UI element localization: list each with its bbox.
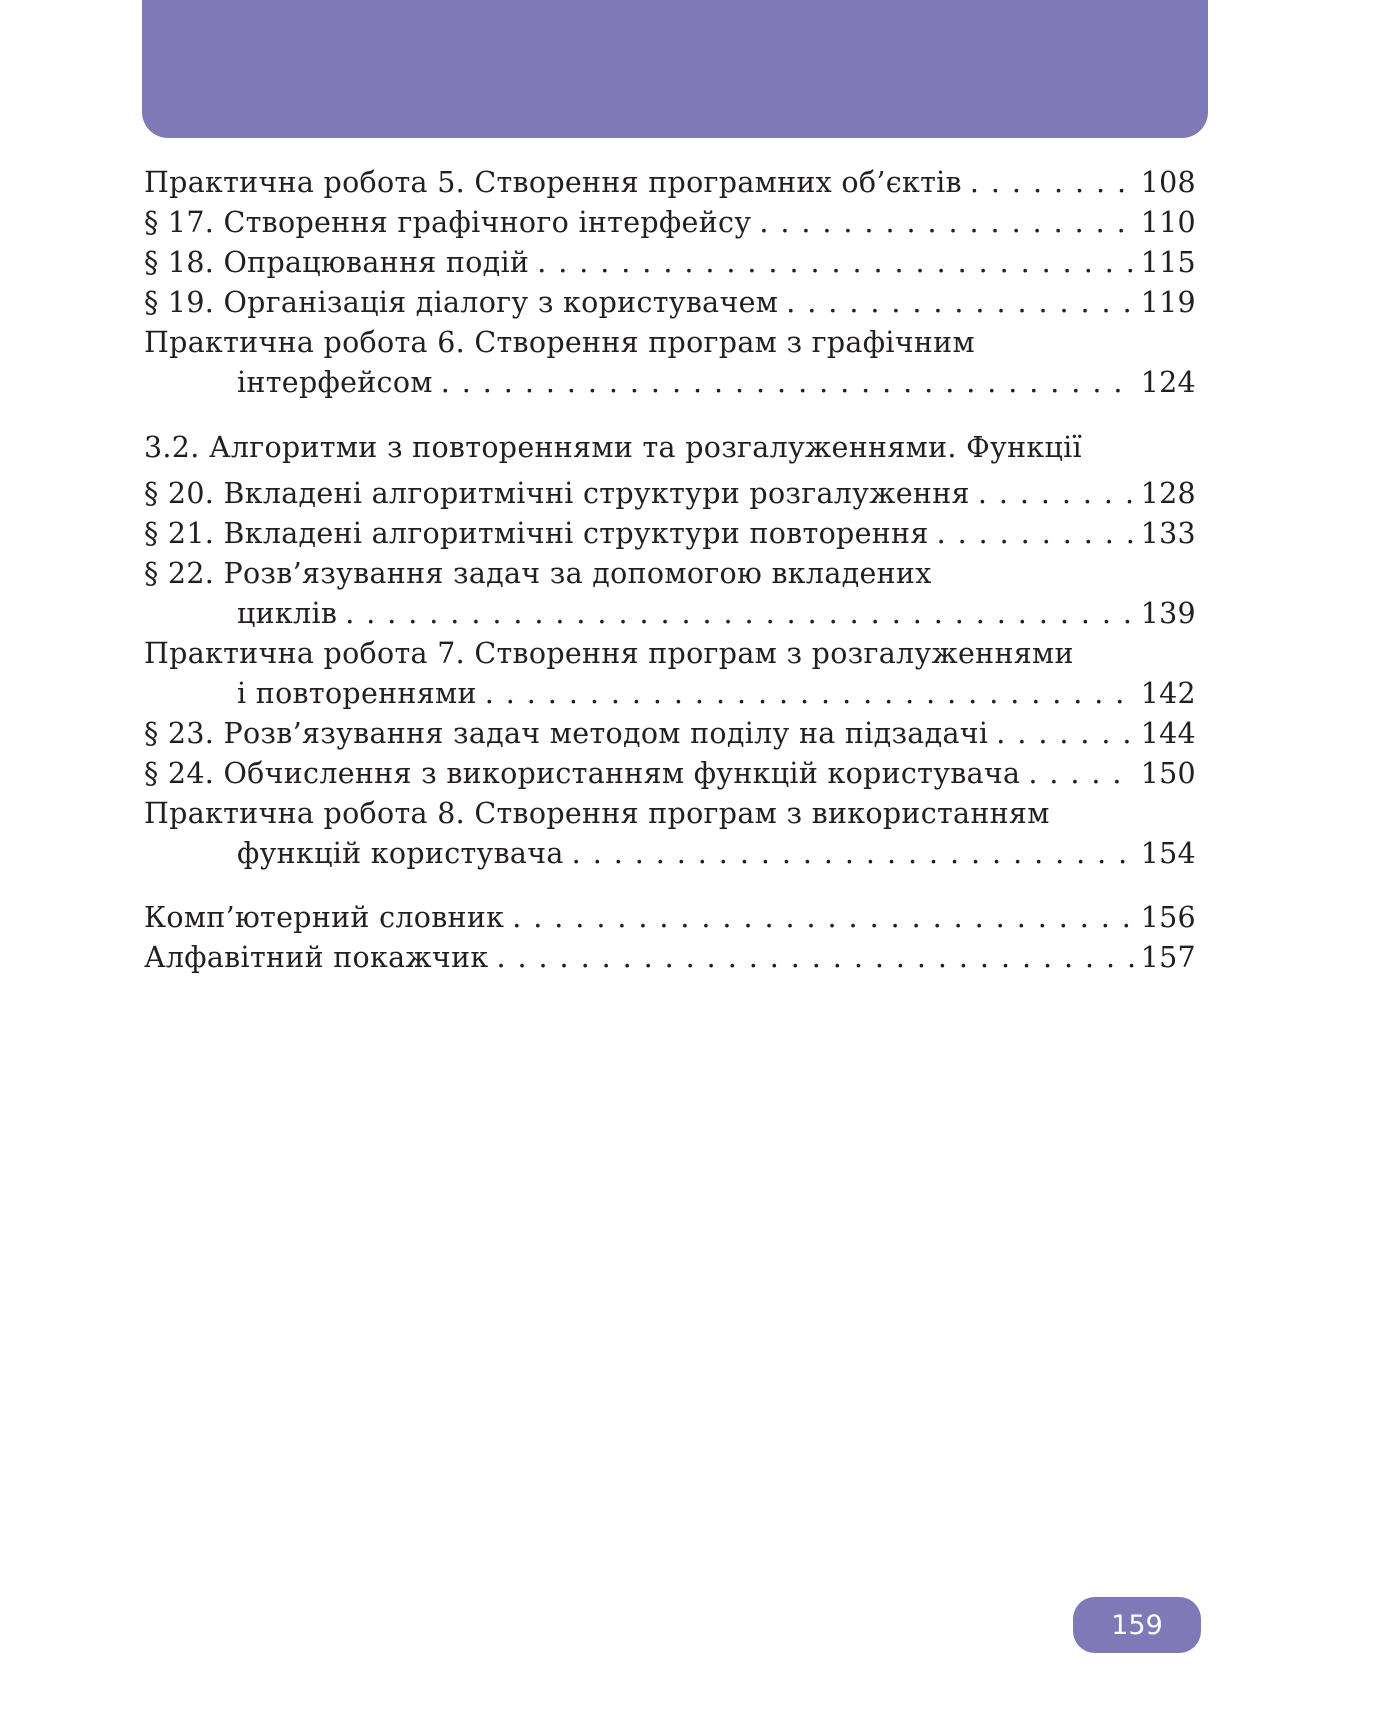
toc-entry-section-17[interactable] bbox=[144, 203, 1196, 243]
toc-entry-section-21[interactable] bbox=[144, 514, 1196, 554]
toc-entry-title: Практична робота 7. Створення програм з розгалуженнями bbox=[144, 637, 1074, 670]
toc-page-number: 156 bbox=[1140, 901, 1196, 934]
toc-entry-title-continued: функцій користувача bbox=[237, 837, 564, 870]
toc-entry-practical-8[interactable] bbox=[144, 794, 1196, 874]
page-number: 159 bbox=[1111, 1609, 1163, 1641]
toc-entry-title: § 21. Вкладені алгоритмічні структури повторення bbox=[144, 517, 929, 550]
toc-leader-dots bbox=[433, 363, 1135, 403]
toc-entry-section-22[interactable] bbox=[144, 554, 1196, 634]
toc-entry-title: § 17. Створення графічного інтерфейсу bbox=[144, 206, 752, 239]
toc-entry-title: § 19. Організація діалогу з користувачем bbox=[144, 286, 779, 319]
toc-page-number: 133 bbox=[1140, 517, 1196, 550]
toc-entry-section-24[interactable] bbox=[144, 754, 1196, 794]
toc-page-number: 115 bbox=[1140, 246, 1196, 279]
toc-leader-dots bbox=[477, 674, 1135, 714]
toc-leader-dots bbox=[489, 938, 1135, 978]
toc-leader-dots bbox=[778, 283, 1134, 323]
toc-leader-dots bbox=[962, 163, 1135, 203]
toc-leader-dots bbox=[504, 898, 1134, 938]
page-number-badge bbox=[1073, 1597, 1201, 1653]
toc-entry-glossary[interactable] bbox=[144, 898, 1196, 938]
toc-entry-practical-7[interactable] bbox=[144, 634, 1196, 714]
toc-entry-title: Алфавітний покажчик bbox=[144, 941, 489, 974]
toc-page-number: 108 bbox=[1140, 166, 1196, 199]
toc-page-number: 144 bbox=[1140, 717, 1196, 750]
toc-entry-title: Практична робота 6. Створення програм з графічним bbox=[144, 326, 975, 359]
toc-leader-dots bbox=[929, 514, 1135, 554]
toc-page-number: 154 bbox=[1140, 837, 1196, 870]
toc-entry-title: Комп’ютерний словник bbox=[144, 901, 505, 934]
toc-leader-dots bbox=[564, 834, 1135, 874]
toc-entry-title-continued: циклів bbox=[237, 597, 338, 630]
toc-entry-title: § 22. Розв’язування задач за допомогою вкладених bbox=[144, 557, 932, 590]
toc-page-number: 119 bbox=[1140, 286, 1196, 319]
toc-entry-title: § 18. Опрацювання подій bbox=[144, 246, 530, 279]
toc-entry-section-18[interactable] bbox=[144, 243, 1196, 283]
toc-page-number: 150 bbox=[1140, 757, 1196, 790]
table-of-contents bbox=[144, 163, 1196, 978]
toc-leader-dots bbox=[529, 243, 1134, 283]
toc-leader-dots bbox=[970, 474, 1135, 514]
toc-entry-index[interactable] bbox=[144, 938, 1196, 978]
toc-entry-practical-6[interactable] bbox=[144, 323, 1196, 403]
toc-entry-title: § 23. Розв’язування задач методом поділу на підзадачі bbox=[144, 717, 989, 750]
toc-leader-dots bbox=[751, 203, 1134, 243]
toc-page-number: 124 bbox=[1140, 366, 1196, 399]
toc-entry-section-19[interactable] bbox=[144, 283, 1196, 323]
toc-entry-title: § 24. Обчислення з використанням функцій користувача bbox=[144, 757, 1021, 790]
toc-entry-practical-5[interactable] bbox=[144, 163, 1196, 203]
toc-entry-title: § 20. Вкладені алгоритмічні структури розгалуження bbox=[144, 477, 970, 510]
toc-group-spacer bbox=[144, 874, 1196, 898]
toc-page-number: 157 bbox=[1140, 941, 1196, 974]
toc-page-number: 128 bbox=[1140, 477, 1196, 510]
toc-entry-title: Практична робота 8. Створення програм з використанням bbox=[144, 797, 1050, 830]
toc-entry-section-23[interactable] bbox=[144, 714, 1196, 754]
toc-leader-dots bbox=[988, 714, 1134, 754]
toc-page-number: 139 bbox=[1140, 597, 1196, 630]
toc-page-number: 110 bbox=[1140, 206, 1196, 239]
toc-entry-section-20[interactable] bbox=[144, 474, 1196, 514]
toc-leader-dots bbox=[337, 594, 1134, 634]
toc-entry-title-continued: інтерфейсом bbox=[237, 366, 433, 399]
toc-leader-dots bbox=[1020, 754, 1134, 794]
toc-section-heading: 3.2. Алгоритми з повтореннями та розгалуженнями. Функції bbox=[144, 431, 1082, 464]
toc-entry-title-continued: і повтореннями bbox=[237, 677, 477, 710]
header-band bbox=[142, 0, 1208, 138]
toc-entry-title: Практична робота 5. Створення програмних об’єктів bbox=[144, 166, 962, 199]
toc-page-number: 142 bbox=[1140, 677, 1196, 710]
